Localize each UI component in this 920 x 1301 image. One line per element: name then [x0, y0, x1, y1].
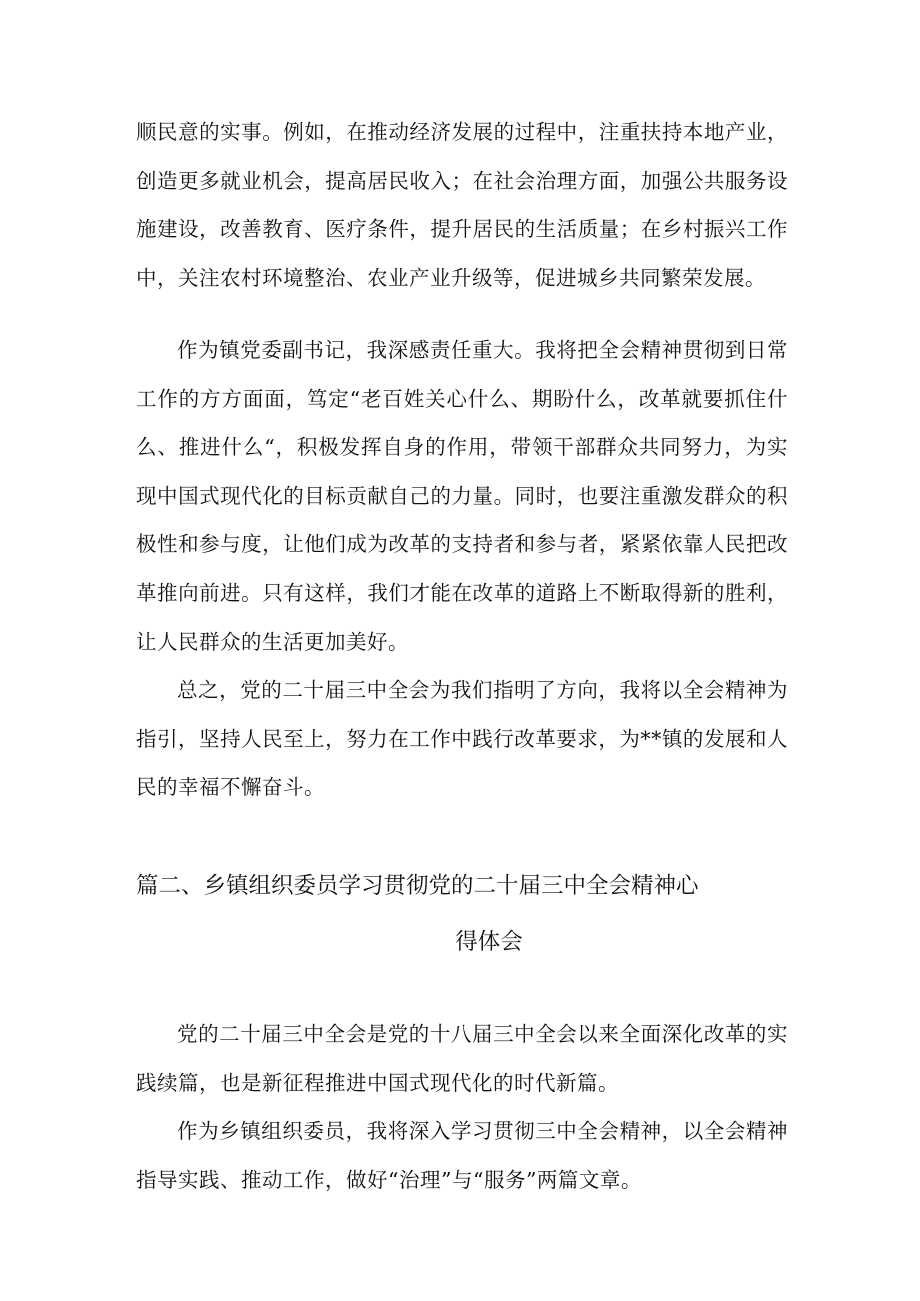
- body-paragraph: 党的二十届三中全会是党的十八届三中全会以来全面深化改革的实践续篇，也是新征程推进中国式现代化的时代新篇。: [136, 1022, 788, 1095]
- body-paragraph: 作为镇党委副书记，我深感责任重大。我将把全会精神贯彻到日常工作的方方面面，笃定“老百姓关心什么、期盼什么，改革就要抓住什么、推进什么“，积极发挥自身的作用，带领干部群众共同努力，为实现中国式现代化的目标贡献自己的力量。同时，也要注重激发群众的积极性和参与度，让他们成为改革的支持者和参与者，紧紧依靠人民把改革推向前进。只有这样，我们才能在改革的道路上不断取得新的胜利，让人民群众的生活更加美好。: [136, 338, 788, 654]
- body-paragraph: 顺民意的实事。例如，在推动经济发展的过程中，注重扶持本地产业，创造更多就业机会，提高居民收入；在社会治理方面，加强公共服务设施建设，改善教育、医疗条件，提升居民的生活质量；在乡村振兴工作中，关注农村环境整治、农业产业升级等，促进城乡共同繁荣发展。: [136, 120, 788, 290]
- body-paragraph: 作为乡镇组织委员，我将深入学习贯彻三中全会精神，以全会精神指导实践、推动工作，做好“治理”与“服务”两篇文章。: [136, 1119, 788, 1192]
- section-heading-line-1: 篇二、乡镇组织委员学习贯彻党的二十届三中全会精神心: [136, 873, 699, 899]
- section-heading-line-2: 得体会: [455, 929, 523, 955]
- body-paragraph: 总之，党的二十届三中全会为我们指明了方向，我将以全会精神为指引，坚持人民至上，努力在工作中践行改革要求，为**镇的发展和人民的幸福不懈奋斗。: [136, 678, 788, 800]
